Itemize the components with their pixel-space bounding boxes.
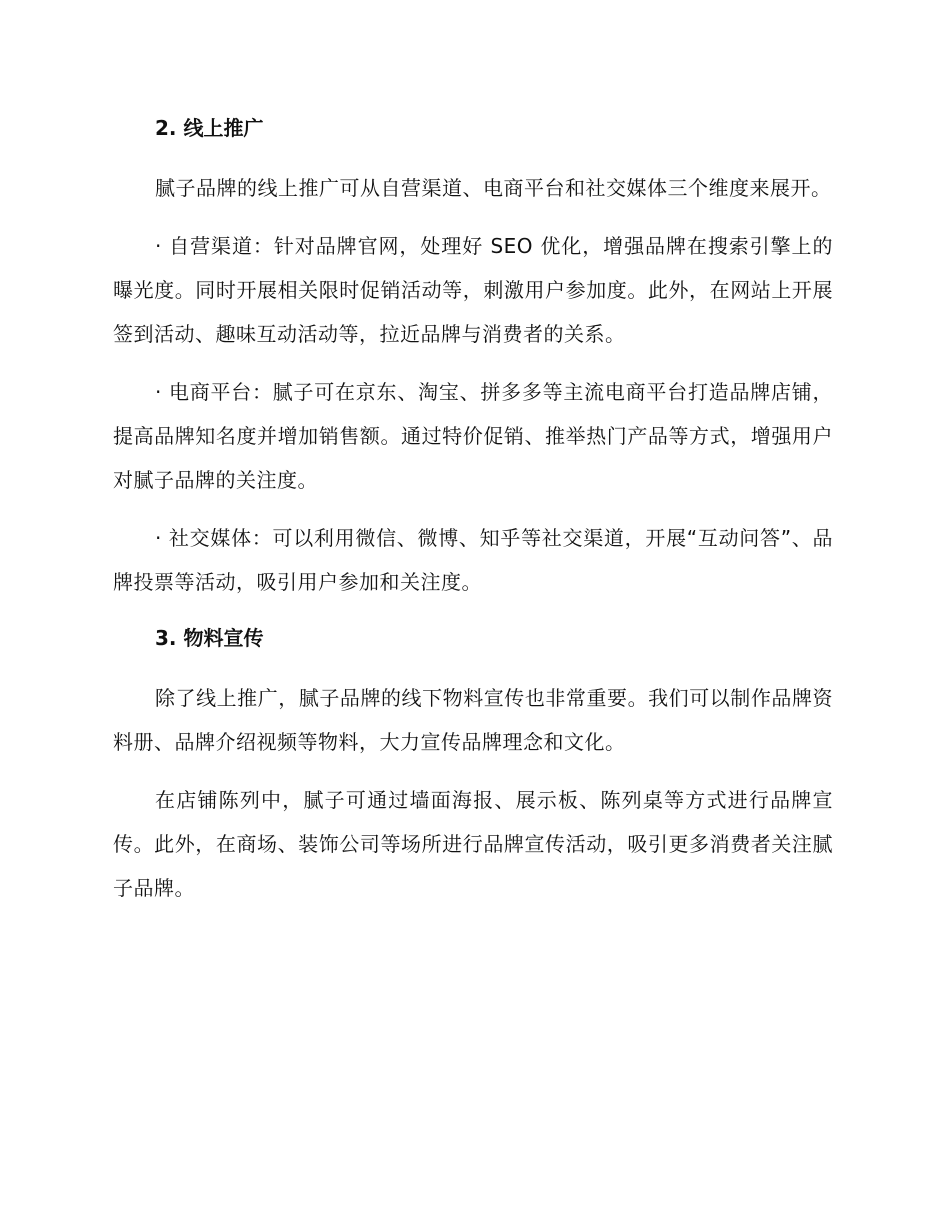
- paragraph-own-channels: · 自营渠道：针对品牌官网，处理好 SEO 优化，增强品牌在搜索引擎上的曝光度。同时开展相关限时促销活动等，刺激用户参加度。此外，在网站上开展签到活动、趣味互动活动等，拉近品牌与消费者的关系。: [113, 234, 833, 346]
- paragraph-store-display: 在店铺陈列中，腻子可通过墙面海报、展示板、陈列桌等方式进行品牌宣传。此外，在商场、装饰公司等场所进行品牌宣传活动，吸引更多消费者关注腻子品牌。: [113, 788, 833, 900]
- section-heading-online-promotion: 2. 线上推广: [155, 116, 264, 140]
- document-page: [113, 108, 833, 924]
- section-heading-material-promotion: 3. 物料宣传: [155, 626, 264, 650]
- paragraph-social-media: · 社交媒体：可以利用微信、微博、知乎等社交渠道，开展“互动问答”、品牌投票等活动，吸引用户参加和关注度。: [113, 526, 833, 594]
- paragraph-ecommerce: · 电商平台：腻子可在京东、淘宝、拼多多等主流电商平台打造品牌店铺，提高品牌知名度并增加销售额。通过特价促销、推举热门产品等方式，增强用户对腻子品牌的关注度。: [113, 380, 833, 492]
- paragraph-offline-materials: 除了线上推广，腻子品牌的线下物料宣传也非常重要。我们可以制作品牌资料册、品牌介绍视频等物料，大力宣传品牌理念和文化。: [113, 686, 833, 754]
- paragraph-intro: 腻子品牌的线上推广可从自营渠道、电商平台和社交媒体三个维度来展开。: [155, 176, 832, 200]
